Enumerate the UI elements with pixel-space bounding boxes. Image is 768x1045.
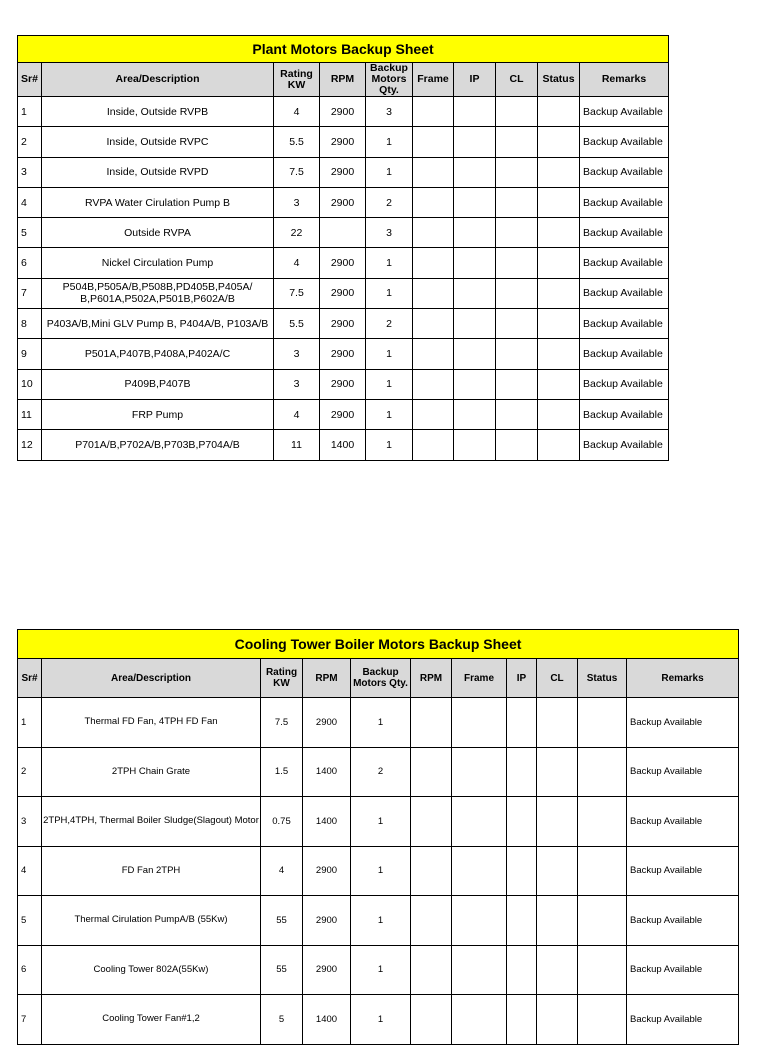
cell-cl <box>496 97 538 127</box>
cell-remarks: Backup Available <box>580 248 669 278</box>
cell-status <box>538 399 580 429</box>
cell-status <box>538 248 580 278</box>
table-row <box>18 896 739 946</box>
cell-ip <box>454 309 496 339</box>
cell-status <box>538 218 580 248</box>
table-row <box>18 995 739 1045</box>
cell-rpm: 2900 <box>320 157 366 187</box>
cell-remarks: Backup Available <box>627 945 739 995</box>
cell-ip <box>454 369 496 399</box>
cell-sr: 2 <box>18 747 42 797</box>
cell-qty: 1 <box>366 248 413 278</box>
cell-rpm: 2900 <box>303 945 351 995</box>
column-header: Area/Description <box>42 63 274 97</box>
column-header: Remarks <box>627 659 739 698</box>
cell-rpm: 2900 <box>303 698 351 748</box>
table-row <box>18 698 739 748</box>
cell-frame <box>413 127 454 157</box>
cell-sr: 12 <box>18 430 42 460</box>
cell-sr: 3 <box>18 157 42 187</box>
cell-ip <box>454 127 496 157</box>
cell-qty: 1 <box>366 127 413 157</box>
cell-remarks: Backup Available <box>627 846 739 896</box>
table-row <box>18 846 739 896</box>
cell-desc: Inside, Outside RVPD <box>42 157 274 187</box>
cell-qty: 1 <box>366 430 413 460</box>
cell-remarks: Backup Available <box>580 339 669 369</box>
cell-rpm2 <box>411 995 452 1045</box>
cell-status <box>538 309 580 339</box>
cell-sr: 5 <box>18 218 42 248</box>
cell-remarks: Backup Available <box>627 747 739 797</box>
cell-remarks: Backup Available <box>627 797 739 847</box>
cell-desc: P501A,P407B,P408A,P402A/C <box>42 339 274 369</box>
cell-qty: 1 <box>366 369 413 399</box>
cell-status <box>578 797 627 847</box>
cell-kw: 3 <box>274 369 320 399</box>
cell-rpm2 <box>411 945 452 995</box>
cell-ip <box>507 797 537 847</box>
cell-cl <box>537 945 578 995</box>
cell-desc: Thermal Cirulation PumpA/B (55Kw) <box>42 896 261 946</box>
cell-status <box>538 339 580 369</box>
cell-sr: 1 <box>18 698 42 748</box>
table-row <box>18 369 669 399</box>
cell-rpm: 2900 <box>320 278 366 308</box>
cell-rpm: 1400 <box>303 995 351 1045</box>
cell-cl <box>496 339 538 369</box>
cell-rpm2 <box>411 797 452 847</box>
cell-qty: 2 <box>366 187 413 217</box>
cell-desc: Inside, Outside RVPC <box>42 127 274 157</box>
cell-kw: 22 <box>274 218 320 248</box>
cell-frame <box>413 248 454 278</box>
cell-kw: 55 <box>261 945 303 995</box>
table-row <box>18 97 669 127</box>
column-header: Area/Description <box>42 659 261 698</box>
cell-desc: Cooling Tower 802A(55Kw) <box>42 945 261 995</box>
cell-status <box>578 896 627 946</box>
cell-kw: 7.5 <box>261 698 303 748</box>
cell-rpm: 1400 <box>320 430 366 460</box>
cell-ip <box>454 278 496 308</box>
cell-ip <box>454 399 496 429</box>
cell-desc: FRP Pump <box>42 399 274 429</box>
table-row <box>18 747 739 797</box>
cell-sr: 7 <box>18 278 42 308</box>
cell-rpm <box>320 218 366 248</box>
cell-sr: 1 <box>18 97 42 127</box>
cell-rpm2 <box>411 747 452 797</box>
cell-qty: 1 <box>366 339 413 369</box>
cell-cl <box>537 896 578 946</box>
cell-qty: 2 <box>351 747 411 797</box>
cell-desc: Thermal FD Fan, 4TPH FD Fan <box>42 698 261 748</box>
plant-motors-table <box>17 35 669 461</box>
cell-sr: 10 <box>18 369 42 399</box>
table-row <box>18 945 739 995</box>
cell-remarks: Backup Available <box>627 896 739 946</box>
cell-cl <box>496 248 538 278</box>
column-header: IP <box>507 659 537 698</box>
table-row <box>18 430 669 460</box>
column-header: Remarks <box>580 63 669 97</box>
cell-remarks: Backup Available <box>627 995 739 1045</box>
cell-desc: 2TPH Chain Grate <box>42 747 261 797</box>
cell-sr: 7 <box>18 995 42 1045</box>
cell-rpm: 2900 <box>320 97 366 127</box>
cell-qty: 2 <box>366 309 413 339</box>
header-row <box>18 63 669 97</box>
cell-kw: 4 <box>274 399 320 429</box>
cell-status <box>538 278 580 308</box>
cell-remarks: Backup Available <box>580 309 669 339</box>
cell-desc: Outside RVPA <box>42 218 274 248</box>
cell-qty: 3 <box>366 97 413 127</box>
cell-frame <box>413 339 454 369</box>
cell-kw: 5.5 <box>274 309 320 339</box>
cell-qty: 3 <box>366 218 413 248</box>
cell-frame <box>413 309 454 339</box>
cell-ip <box>507 995 537 1045</box>
cell-qty: 1 <box>366 278 413 308</box>
cell-status <box>538 157 580 187</box>
cell-remarks: Backup Available <box>580 399 669 429</box>
cell-rpm: 2900 <box>320 369 366 399</box>
cell-desc: Nickel Circulation Pump <box>42 248 274 278</box>
cell-ip <box>454 157 496 187</box>
cell-ip <box>454 218 496 248</box>
cell-rpm: 2900 <box>320 127 366 157</box>
cell-rpm: 2900 <box>320 187 366 217</box>
cell-cl <box>496 157 538 187</box>
cell-kw: 5.5 <box>274 127 320 157</box>
cell-frame <box>452 896 507 946</box>
column-header: RPM <box>303 659 351 698</box>
cell-sr: 2 <box>18 127 42 157</box>
cell-qty: 1 <box>351 896 411 946</box>
cell-desc: Inside, Outside RVPB <box>42 97 274 127</box>
cell-frame <box>452 995 507 1045</box>
cell-status <box>538 97 580 127</box>
table-row <box>18 218 669 248</box>
column-header: CL <box>537 659 578 698</box>
cell-frame <box>452 945 507 995</box>
cell-cl <box>537 846 578 896</box>
column-header: CL <box>496 63 538 97</box>
cell-cl <box>496 278 538 308</box>
column-header: Frame <box>413 63 454 97</box>
cell-frame <box>452 797 507 847</box>
cell-qty: 1 <box>351 945 411 995</box>
cell-qty: 1 <box>351 846 411 896</box>
table-row <box>18 797 739 847</box>
cooling-tower-motors-table <box>17 629 739 1045</box>
cell-cl <box>537 747 578 797</box>
cell-frame <box>413 187 454 217</box>
cell-desc: P504B,P505A/B,P508B,PD405B,P405A/ B,P601A,P502A,P501B,P602A/B <box>42 278 274 308</box>
column-header: Rating KW <box>274 63 320 97</box>
cell-ip <box>454 430 496 460</box>
cell-rpm: 2900 <box>320 339 366 369</box>
cell-kw: 7.5 <box>274 278 320 308</box>
cell-kw: 3 <box>274 187 320 217</box>
cell-cl <box>496 127 538 157</box>
cell-status <box>578 747 627 797</box>
cell-desc: P403A/B,Mini GLV Pump B, P404A/B, P103A/B <box>42 309 274 339</box>
cell-qty: 1 <box>351 797 411 847</box>
cell-desc: Cooling Tower Fan#1,2 <box>42 995 261 1045</box>
cell-desc: RVPA Water Cirulation Pump B <box>42 187 274 217</box>
cell-remarks: Backup Available <box>580 127 669 157</box>
cell-sr: 4 <box>18 187 42 217</box>
cell-qty: 1 <box>366 399 413 429</box>
cell-kw: 4 <box>274 97 320 127</box>
cell-ip <box>507 846 537 896</box>
cell-frame <box>413 369 454 399</box>
cell-sr: 6 <box>18 248 42 278</box>
cell-remarks: Backup Available <box>580 187 669 217</box>
cell-cl <box>496 399 538 429</box>
cell-cl <box>496 187 538 217</box>
cell-remarks: Backup Available <box>580 430 669 460</box>
sheet-title: Cooling Tower Boiler Motors Backup Sheet <box>18 630 739 659</box>
cell-ip <box>454 248 496 278</box>
cell-frame <box>452 698 507 748</box>
header-row <box>18 659 739 698</box>
cell-desc: 2TPH,4TPH, Thermal Boiler Sludge(Slagout) Motor <box>42 797 261 847</box>
table-row <box>18 157 669 187</box>
cell-frame <box>413 218 454 248</box>
cell-cl <box>537 797 578 847</box>
cell-qty: 1 <box>351 698 411 748</box>
table-row <box>18 339 669 369</box>
cell-frame <box>452 747 507 797</box>
column-header: Sr# <box>18 659 42 698</box>
cell-frame <box>413 97 454 127</box>
cell-kw: 3 <box>274 339 320 369</box>
cell-rpm: 2900 <box>320 399 366 429</box>
cell-kw: 0.75 <box>261 797 303 847</box>
cell-frame <box>452 846 507 896</box>
cell-cl <box>496 218 538 248</box>
cell-ip <box>454 187 496 217</box>
cell-status <box>578 698 627 748</box>
column-header: Backup Motors Qty. <box>366 63 413 97</box>
cell-remarks: Backup Available <box>580 278 669 308</box>
cell-desc: P701A/B,P702A/B,P703B,P704A/B <box>42 430 274 460</box>
cell-rpm: 2900 <box>303 846 351 896</box>
cell-kw: 55 <box>261 896 303 946</box>
cell-qty: 1 <box>351 995 411 1045</box>
cell-desc: P409B,P407B <box>42 369 274 399</box>
cell-sr: 6 <box>18 945 42 995</box>
cell-status <box>578 846 627 896</box>
cell-ip <box>507 896 537 946</box>
cell-rpm: 2900 <box>320 309 366 339</box>
table-row <box>18 187 669 217</box>
cell-status <box>538 430 580 460</box>
table-row <box>18 399 669 429</box>
table-row <box>18 309 669 339</box>
cell-status <box>578 995 627 1045</box>
table-body <box>18 698 739 1045</box>
cell-rpm: 1400 <box>303 747 351 797</box>
cell-status <box>538 187 580 217</box>
column-header: Sr# <box>18 63 42 97</box>
cell-rpm: 2900 <box>320 248 366 278</box>
sheet-title: Plant Motors Backup Sheet <box>18 36 669 63</box>
column-header: Status <box>578 659 627 698</box>
cell-rpm: 2900 <box>303 896 351 946</box>
cell-qty: 1 <box>366 157 413 187</box>
table-row <box>18 127 669 157</box>
cell-sr: 9 <box>18 339 42 369</box>
cell-ip <box>454 339 496 369</box>
cell-sr: 4 <box>18 846 42 896</box>
cell-remarks: Backup Available <box>627 698 739 748</box>
cell-status <box>578 945 627 995</box>
cell-sr: 11 <box>18 399 42 429</box>
cell-rpm2 <box>411 698 452 748</box>
cell-sr: 3 <box>18 797 42 847</box>
cell-desc: FD Fan 2TPH <box>42 846 261 896</box>
cell-cl <box>496 309 538 339</box>
cell-ip <box>454 97 496 127</box>
table-body <box>18 97 669 461</box>
cell-rpm2 <box>411 896 452 946</box>
cell-kw: 7.5 <box>274 157 320 187</box>
cell-sr: 8 <box>18 309 42 339</box>
cell-status <box>538 127 580 157</box>
column-header: Rating KW <box>261 659 303 698</box>
cell-sr: 5 <box>18 896 42 946</box>
column-header: Status <box>538 63 580 97</box>
cell-rpm2 <box>411 846 452 896</box>
cell-remarks: Backup Available <box>580 97 669 127</box>
cell-rpm: 1400 <box>303 797 351 847</box>
cell-kw: 1.5 <box>261 747 303 797</box>
cell-ip <box>507 698 537 748</box>
cell-remarks: Backup Available <box>580 369 669 399</box>
cell-frame <box>413 399 454 429</box>
column-header: RPM <box>320 63 366 97</box>
cell-kw: 11 <box>274 430 320 460</box>
cell-kw: 4 <box>274 248 320 278</box>
cell-cl <box>537 698 578 748</box>
cell-frame <box>413 157 454 187</box>
cell-frame <box>413 278 454 308</box>
cell-cl <box>537 995 578 1045</box>
cell-status <box>538 369 580 399</box>
column-header: Frame <box>452 659 507 698</box>
cell-remarks: Backup Available <box>580 157 669 187</box>
cell-kw: 4 <box>261 846 303 896</box>
table-row <box>18 248 669 278</box>
cell-frame <box>413 430 454 460</box>
column-header: RPM <box>411 659 452 698</box>
cell-cl <box>496 369 538 399</box>
cell-ip <box>507 945 537 995</box>
cell-ip <box>507 747 537 797</box>
column-header: Backup Motors Qty. <box>351 659 411 698</box>
cell-cl <box>496 430 538 460</box>
cell-kw: 5 <box>261 995 303 1045</box>
column-header: IP <box>454 63 496 97</box>
table-row <box>18 278 669 308</box>
cell-remarks: Backup Available <box>580 218 669 248</box>
